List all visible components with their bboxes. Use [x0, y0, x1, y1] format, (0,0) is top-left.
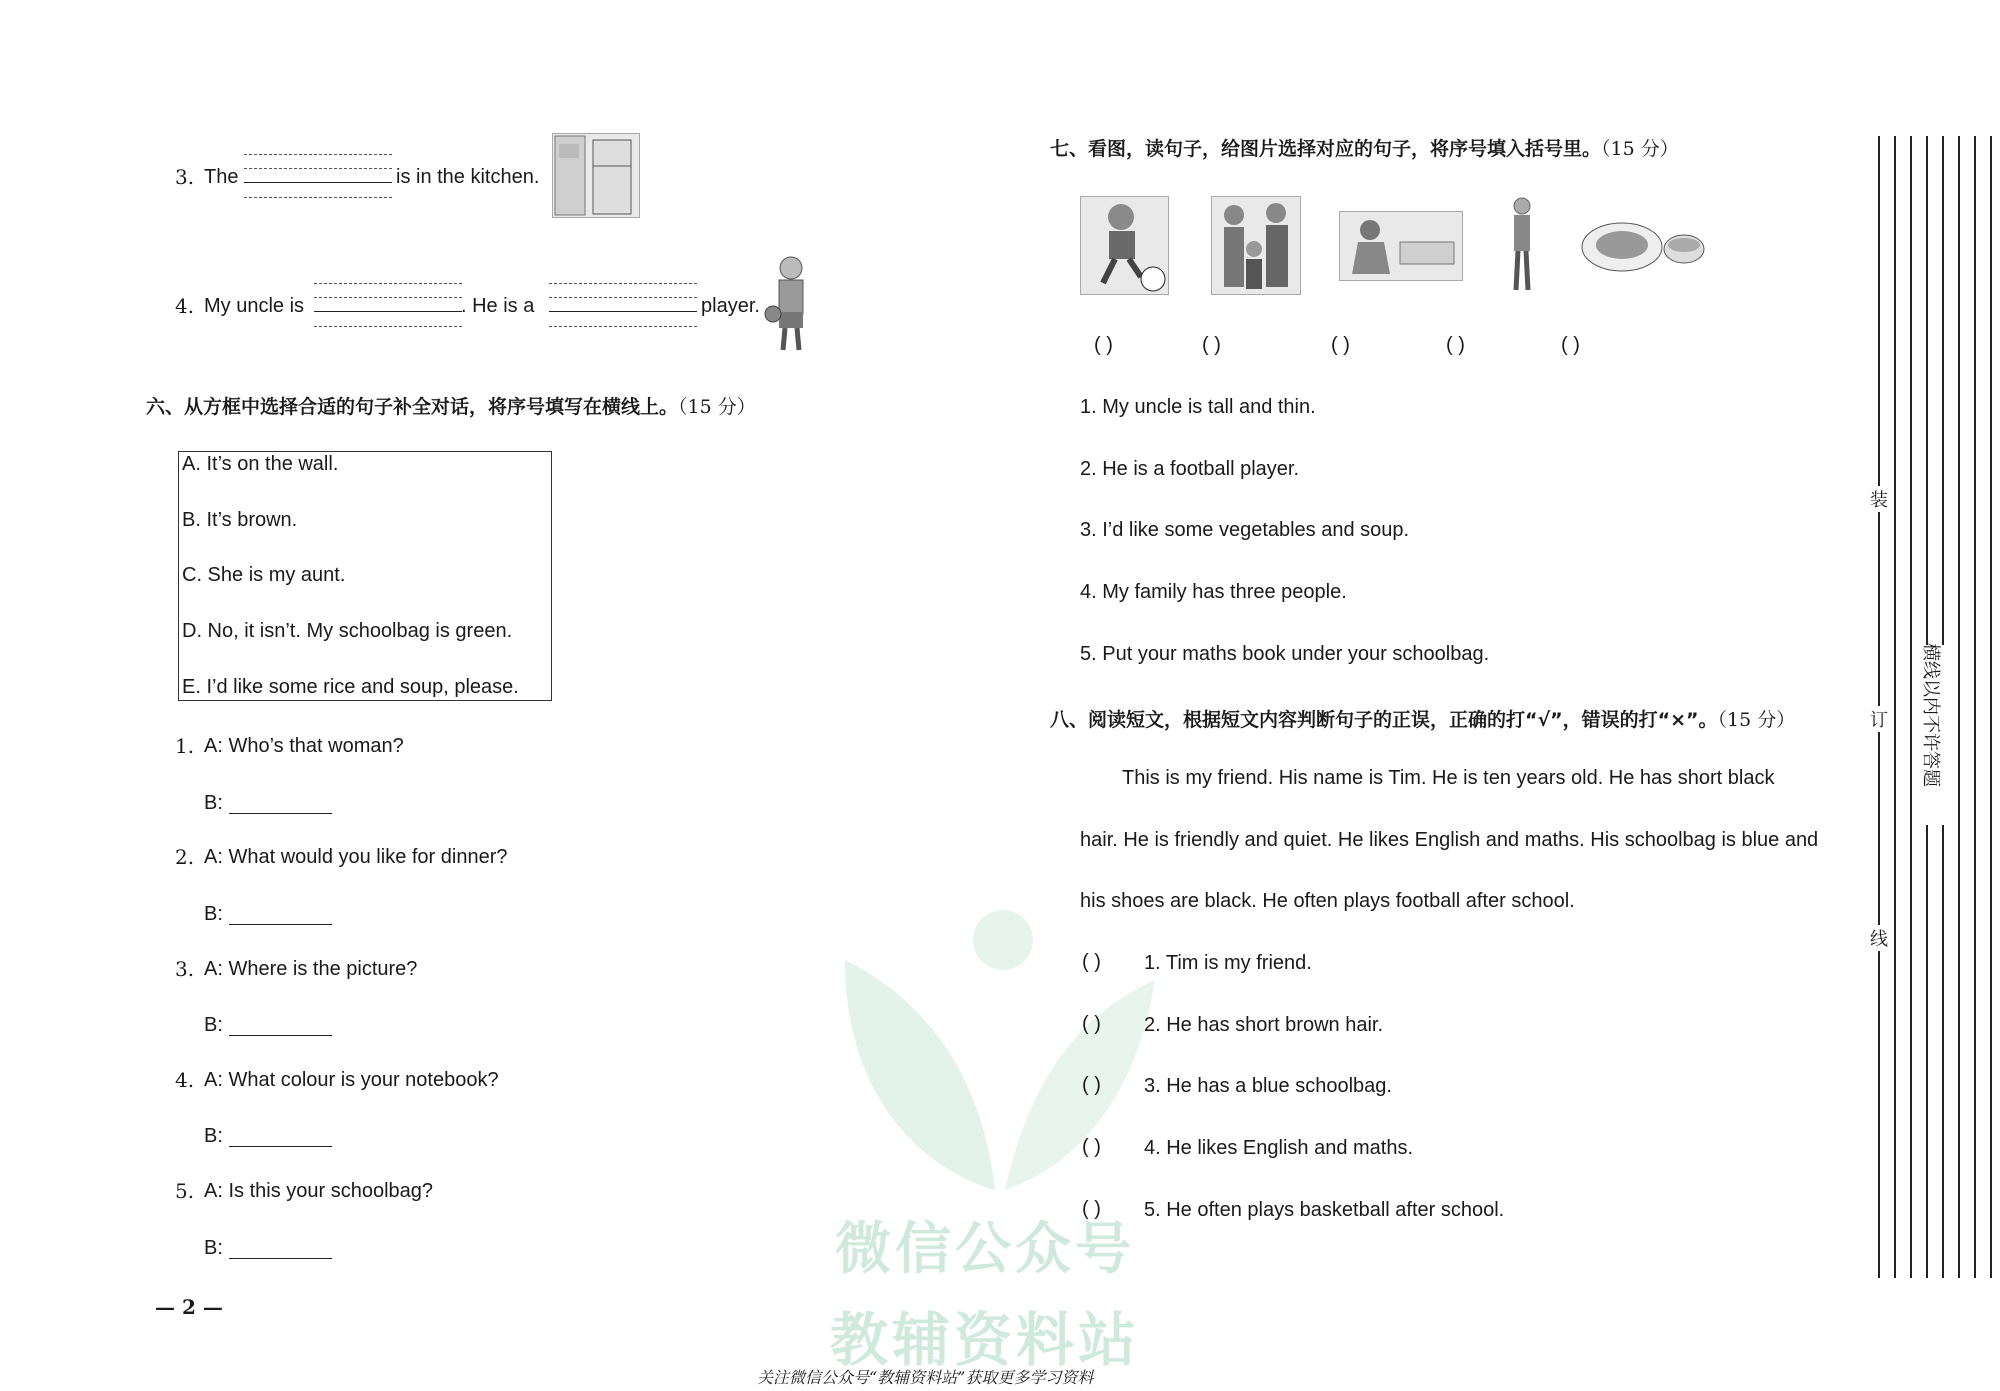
- sentence-1: 1. My uncle is tall and thin.: [1080, 396, 1316, 418]
- page-number: — 2 —: [155, 1295, 223, 1319]
- section6-heading: [146, 392, 756, 419]
- section8-heading: [1050, 705, 1795, 732]
- dialog-2-question: A: What would you like for dinner?: [204, 846, 508, 868]
- dialog-3-answer-blank[interactable]: [229, 1035, 332, 1036]
- footer-note: 关注微信公众号“教辅资料站”获取更多学习资料: [757, 1368, 1094, 1387]
- q4-answer-blank-1[interactable]: [314, 311, 462, 312]
- option-c: C. She is my aunt.: [182, 564, 346, 586]
- dialog-1-answer-label: B:: [204, 792, 223, 814]
- dialog-4-answer-blank[interactable]: [229, 1146, 332, 1147]
- binding-note: [1917, 645, 1947, 825]
- dialog-4-answer-label: B:: [204, 1125, 223, 1147]
- watermark-text-line2: 教辅资料站: [830, 1306, 1141, 1374]
- section8-points: （15 分）: [1717, 709, 1796, 731]
- section8-title: 八、阅读短文，根据短文内容判断句子的正误，正确的打“√”，错误的打“×”。: [1050, 709, 1718, 731]
- judge-statement-2: 2. He has short brown hair.: [1144, 1014, 1384, 1036]
- binding-line-3: [1910, 136, 1912, 1278]
- dialog-3-number: 3.: [175, 957, 195, 981]
- section7-title: 七、看图，读句子，给图片选择对应的句子，将序号填入括号里。: [1050, 138, 1602, 160]
- picture-answer-1[interactable]: ( ): [1094, 334, 1113, 356]
- judge-statement-3: 3. He has a blue schoolbag.: [1144, 1075, 1392, 1097]
- passage-line-1: This is my friend. His name is Tim. He is ten years old. He has short black: [1122, 767, 1775, 789]
- passage-line-2: hair. He is friendly and quiet. He likes English and maths. His schoolbag is blue and: [1080, 829, 1819, 851]
- q3-number: 3.: [175, 165, 195, 189]
- dialog-4-question: A: What colour is your notebook?: [204, 1069, 499, 1091]
- dialog-3-question: A: Where is the picture?: [204, 958, 418, 980]
- q3-guide-mid: [244, 168, 392, 169]
- q3-guide-bottom: [244, 197, 392, 198]
- binding-ding: 订: [1870, 706, 1888, 732]
- section7-heading: [1050, 134, 1679, 161]
- binding-note-text: 横线以内不许答题: [1920, 643, 1941, 787]
- passage-line-3: his shoes are black. He often plays football after school.: [1080, 890, 1575, 912]
- q3-suffix: is in the kitchen.: [396, 166, 540, 188]
- option-a: A. It’s on the wall.: [182, 453, 339, 475]
- dialog-2-answer-blank[interactable]: [229, 924, 332, 925]
- dialog-1-question: A: Who’s that woman?: [204, 735, 404, 757]
- q4-guide2-mid: [549, 297, 697, 298]
- family-picture: [1211, 196, 1301, 295]
- q4-guide2-bottom: [549, 326, 697, 327]
- dialog-5-number: 5.: [175, 1179, 195, 1203]
- watermark-text-line1: 微信公众号: [835, 1217, 1135, 1282]
- option-e: E. I’d like some rice and soup, please.: [182, 676, 519, 698]
- dialog-5-question: A: Is this your schoolbag?: [204, 1180, 434, 1202]
- judge-answer-5[interactable]: ( ): [1082, 1198, 1101, 1220]
- judge-answer-3[interactable]: ( ): [1082, 1074, 1101, 1096]
- picture-answer-4[interactable]: ( ): [1446, 334, 1465, 356]
- basketball-player-picture: [764, 252, 814, 356]
- q3-guide-top: [244, 154, 392, 155]
- sentence-2: 2. He is a football player.: [1080, 458, 1300, 480]
- sentence-3: 3. I’d like some vegetables and soup.: [1080, 519, 1410, 541]
- judge-statement-4: 4. He likes English and maths.: [1144, 1137, 1414, 1159]
- option-d: D. No, it isn’t. My schoolbag is green.: [182, 620, 513, 642]
- q4-middle: . He is a: [461, 295, 535, 317]
- picture-answer-5[interactable]: ( ): [1561, 334, 1580, 356]
- watermark-logo: [835, 900, 1165, 1230]
- fridge-kitchen-picture: [552, 133, 640, 218]
- sentence-5: 5. Put your maths book under your schoolbag.: [1080, 643, 1490, 665]
- q4-guide1-mid: [314, 297, 462, 298]
- q4-suffix: player.: [701, 295, 760, 317]
- judge-statement-5: 5. He often plays basketball after school.: [1144, 1199, 1505, 1221]
- binding-line-8: [1990, 136, 1992, 1278]
- q3-answer-blank[interactable]: [244, 182, 392, 183]
- dialog-1-number: 1.: [175, 734, 195, 758]
- tall-man-picture: [1502, 196, 1542, 294]
- picture-answer-2[interactable]: ( ): [1202, 334, 1221, 356]
- dialog-2-number: 2.: [175, 845, 195, 869]
- binding-xian: 线: [1870, 925, 1888, 951]
- girl-cooking-picture: [1339, 211, 1463, 281]
- binding-zhuang: 装: [1870, 486, 1888, 512]
- dialog-5-answer-blank[interactable]: [229, 1258, 332, 1259]
- binding-line-6: [1958, 136, 1960, 1278]
- q4-guide2-top: [549, 283, 697, 284]
- dialog-5-answer-label: B:: [204, 1237, 223, 1259]
- dialog-2-answer-label: B:: [204, 903, 223, 925]
- sentence-4: 4. My family has three people.: [1080, 581, 1347, 603]
- picture-answer-3[interactable]: ( ): [1331, 334, 1350, 356]
- food-soup-picture: [1580, 217, 1706, 275]
- q4-number: 4.: [175, 294, 195, 318]
- binding-line-7: [1974, 136, 1976, 1278]
- q4-answer-blank-2[interactable]: [549, 311, 697, 312]
- q4-guide1-top: [314, 283, 462, 284]
- q4-prefix: My uncle is: [204, 295, 305, 317]
- judge-answer-1[interactable]: ( ): [1082, 951, 1101, 973]
- binding-line-2: [1894, 136, 1896, 1278]
- option-b: B. It’s brown.: [182, 509, 298, 531]
- dialog-3-answer-label: B:: [204, 1014, 223, 1036]
- section6-points: （15 分）: [678, 396, 756, 418]
- section7-points: （15 分）: [1601, 138, 1679, 160]
- q3-prefix: The: [204, 166, 239, 188]
- judge-answer-4[interactable]: ( ): [1082, 1136, 1101, 1158]
- dialog-4-number: 4.: [175, 1068, 195, 1092]
- section6-title: 六、从方框中选择合适的句子补全对话，将序号填写在横线上。: [146, 396, 679, 418]
- q4-guide1-bottom: [314, 326, 462, 327]
- boy-football-picture: [1080, 196, 1169, 295]
- judge-statement-1: 1. Tim is my friend.: [1144, 952, 1312, 974]
- dialog-1-answer-blank[interactable]: [229, 813, 332, 814]
- judge-answer-2[interactable]: ( ): [1082, 1013, 1101, 1035]
